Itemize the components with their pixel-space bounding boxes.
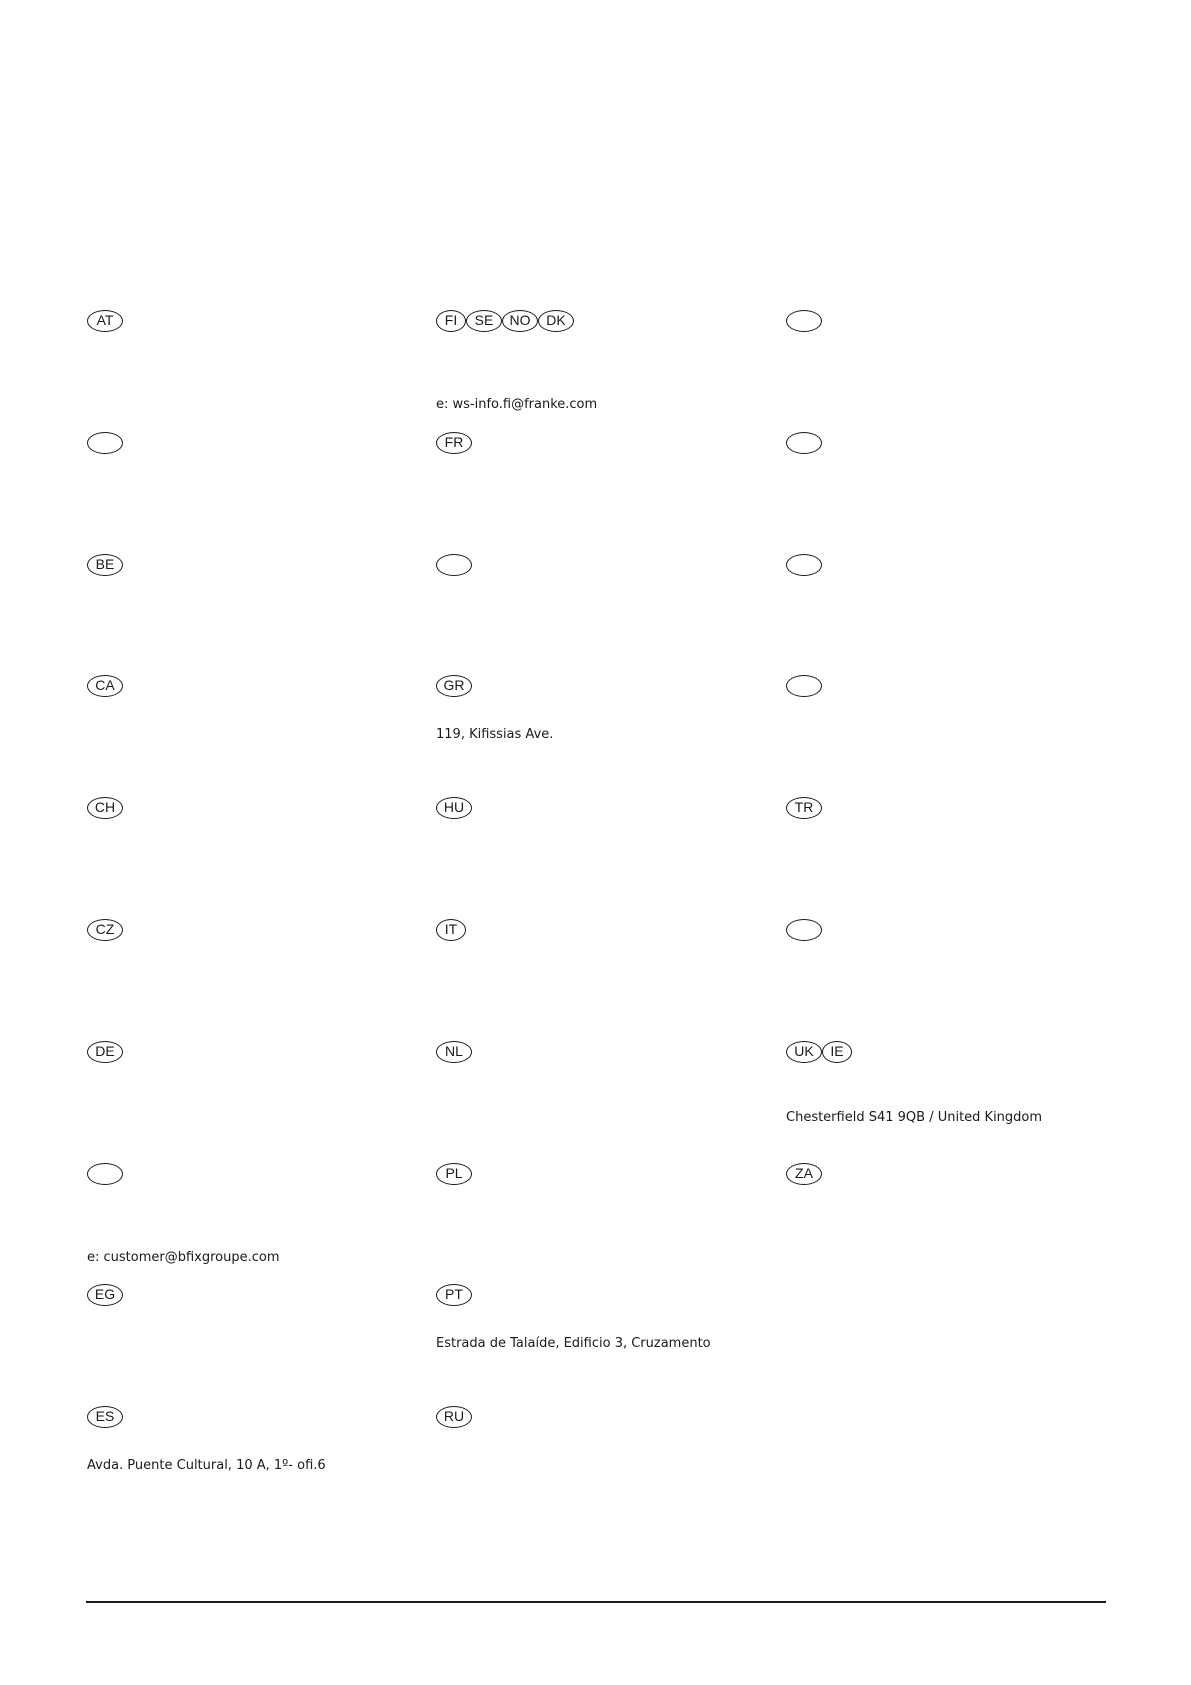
country-code-badges xyxy=(87,432,123,454)
footer-rule xyxy=(86,1601,1106,1603)
country-code-badges xyxy=(786,675,822,697)
country-code-badges xyxy=(87,1406,123,1428)
country-code-badge: RU xyxy=(436,1406,472,1428)
country-code-badge: FI xyxy=(436,310,466,332)
contact-entry xyxy=(786,554,1116,664)
country-code-badges xyxy=(436,919,466,941)
contact-entry xyxy=(87,919,417,1029)
contact-entry xyxy=(87,797,417,907)
country-code-badge: EG xyxy=(87,1284,123,1306)
country-code-badges xyxy=(436,1041,472,1063)
address-line: Avda. Puente Cultural, 10 A, 1º- ofi.6 xyxy=(87,1457,326,1473)
address-line: e: customer@bfixgroupe.com xyxy=(87,1249,280,1265)
country-code-badge: PL xyxy=(436,1163,472,1185)
country-code-badge: NO xyxy=(502,310,538,332)
country-code-badge xyxy=(786,675,822,697)
contact-entry xyxy=(87,1041,417,1151)
contact-entry xyxy=(436,919,766,1029)
country-code-badges xyxy=(786,554,822,576)
contact-entry xyxy=(87,1406,417,1516)
country-code-badge: CH xyxy=(87,797,123,819)
country-code-badge xyxy=(87,432,123,454)
country-code-badges xyxy=(87,1284,123,1306)
contact-entry xyxy=(436,1163,766,1273)
country-code-badge: PT xyxy=(436,1284,472,1306)
address-line: Chesterfield S41 9QB / United Kingdom xyxy=(786,1110,1043,1126)
country-code-badges xyxy=(87,797,123,819)
country-code-badge xyxy=(87,1163,123,1185)
country-code-badge: IE xyxy=(822,1041,852,1063)
country-code-badge: NL xyxy=(436,1041,472,1063)
country-code-badges xyxy=(436,432,472,454)
country-code-badge: IT xyxy=(436,919,466,941)
contact-entry xyxy=(87,554,417,664)
country-code-badges xyxy=(87,1163,123,1185)
contact-entry xyxy=(786,919,1116,1029)
contact-entry xyxy=(436,554,766,664)
contact-entry xyxy=(87,1163,417,1273)
country-code-badge xyxy=(436,554,472,576)
contact-entry xyxy=(436,797,766,907)
contact-entry xyxy=(87,675,417,785)
contact-entry xyxy=(436,310,766,420)
contact-entry xyxy=(87,432,417,542)
country-code-badges xyxy=(436,1163,472,1185)
country-code-badge xyxy=(786,310,822,332)
address-line: 119, Kifissias Ave. xyxy=(436,727,554,743)
address-line: e: ws-info.fi@franke.com xyxy=(436,397,598,413)
country-code-badge: SE xyxy=(466,310,502,332)
contact-entry xyxy=(436,1041,766,1151)
country-code-badge: UK xyxy=(786,1041,822,1063)
country-code-badge xyxy=(786,919,822,941)
country-code-badges xyxy=(786,1163,822,1185)
country-code-badge: BE xyxy=(87,554,123,576)
country-code-badge: AT xyxy=(87,310,123,332)
country-code-badges xyxy=(786,432,822,454)
country-code-badge: HU xyxy=(436,797,472,819)
contact-entry xyxy=(786,1041,1116,1151)
contact-entry xyxy=(786,797,1116,907)
country-code-badges xyxy=(436,310,574,332)
country-code-badges xyxy=(87,310,123,332)
contact-entry xyxy=(786,1163,1116,1273)
country-code-badge: FR xyxy=(436,432,472,454)
country-code-badge: CA xyxy=(87,675,123,697)
contact-entry xyxy=(786,432,1116,542)
contact-entry xyxy=(436,675,766,785)
country-code-badge: TR xyxy=(786,797,822,819)
country-code-badge: DK xyxy=(538,310,574,332)
country-code-badge: CZ xyxy=(87,919,123,941)
country-code-badges xyxy=(436,554,472,576)
address-line: Estrada de Talaíde, Edificio 3, Cruzamento xyxy=(436,1336,711,1352)
country-code-badges xyxy=(786,310,822,332)
contact-entry xyxy=(87,310,417,420)
country-code-badges xyxy=(87,1041,123,1063)
country-code-badges xyxy=(436,797,472,819)
country-code-badges xyxy=(87,675,123,697)
country-code-badges xyxy=(436,1406,472,1428)
contact-entry xyxy=(786,675,1116,785)
country-code-badges xyxy=(786,797,822,819)
country-code-badges xyxy=(786,1041,852,1063)
country-code-badges xyxy=(87,554,123,576)
contact-entry xyxy=(87,1284,417,1394)
country-code-badge xyxy=(786,432,822,454)
country-code-badges xyxy=(87,919,123,941)
country-code-badge: GR xyxy=(436,675,472,697)
country-code-badges xyxy=(436,1284,472,1306)
country-code-badge: DE xyxy=(87,1041,123,1063)
country-code-badges xyxy=(436,675,472,697)
contact-entry xyxy=(436,1284,766,1394)
country-code-badge: ES xyxy=(87,1406,123,1428)
contact-entry xyxy=(436,432,766,542)
country-code-badges xyxy=(786,919,822,941)
contact-entry xyxy=(786,310,1116,420)
contact-entry xyxy=(436,1406,766,1516)
country-code-badge: ZA xyxy=(786,1163,822,1185)
country-code-badge xyxy=(786,554,822,576)
